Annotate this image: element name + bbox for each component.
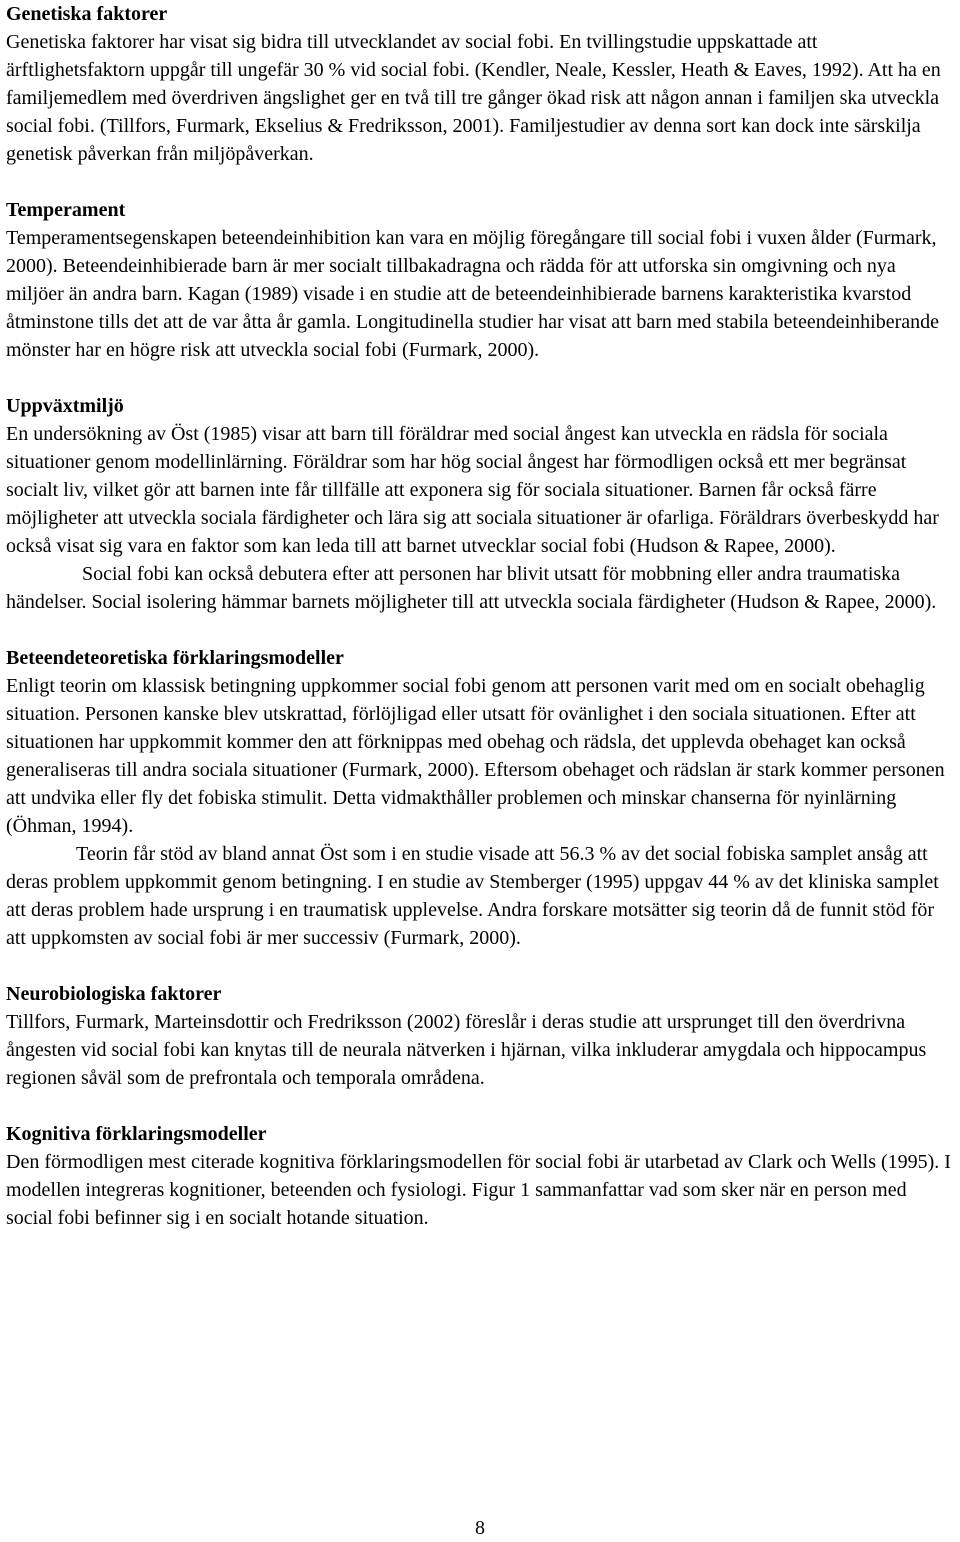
section-paragraph: Den förmodligen mest citerade kognitiva förklaringsmodellen för social fobi är utarbetad av Clark och Wells (1995). I modellen integreras kognitioner, beteenden och fysiologi. Figur 1 sammanfattar vad som sker när en person med social fobi befinner sig i en socialt hotande situation. <box>6 1151 951 1229</box>
section-uppvaxtmiljo <box>6 392 956 616</box>
section-heading: Beteendeteoretiska förklaringsmodeller <box>6 647 344 669</box>
section-genetiska-faktorer <box>6 0 956 168</box>
section-paragraph: Genetiska faktorer har visat sig bidra till utvecklandet av social fobi. En tvillingstudie uppskattade att ärftlighetsfaktorn uppgår till ungefär 30 % vid social fobi. (Kendler, Neale, Kessler, Heath & Eaves, 1992). Att ha en familjemedlem med överdriven ängslighet ger en två till tre gånger ökad risk att någon annan i familjen ska utveckla social fobi. (Tillfors, Furmark, Ekselius & Fredriksson, 2001). Familjestudier av denna sort kan dock inte särskilja genetisk påverkan från miljöpåverkan. <box>6 31 941 165</box>
section-paragraph: Temperamentsegenskapen beteendeinhibition kan vara en möjlig föregångare till social fobi i vuxen ålder (Furmark, 2000). Beteendeinhibierade barn är mer socialt tillbakadragna och rädda för att utforska sin omgivning och nya miljöer än andra barn. Kagan (1989) visade i en studie att de beteendeinhibierade barnens karakteristika kvarstod åtminstone tills det att de var åtta år gamla. Longitudinella studier har visat att barn med stabila beteendeinhiberande mönster har en högre risk att utveckla social fobi (Furmark, 2000). <box>6 227 940 361</box>
section-heading: Neurobiologiska faktorer <box>6 983 222 1005</box>
page-number: 8 <box>475 1517 485 1539</box>
document-page <box>6 0 956 1232</box>
section-paragraph: En undersökning av Öst (1985) visar att barn till föräldrar med social ångest kan utveckla en rädsla för sociala situationer genom modellinlärning. Föräldrar som har hög social ångest har förmodligen också ett mer begränsat socialt liv, vilket gör att barnen inte får tillfälle att exponera sig för sociala situationer. Barnen får också färre möjligheter att utveckla sociala färdigheter och lära sig att sociala situationer är ofarliga. Föräldrars överbeskydd har också visat sig vara en faktor som kan leda till att barnet utvecklar social fobi (Hudson & Rapee, 2000). <box>6 423 939 557</box>
section-heading: Kognitiva förklaringsmodeller <box>6 1123 267 1145</box>
section-heading: Genetiska faktorer <box>6 3 168 25</box>
section-paragraph: Social fobi kan också debutera efter att personen har blivit utsatt för mobbning eller andra traumatiska händelser. Social isolering hämmar barnets möjligheter till att utveckla sociala färdigheter (Hudson & Rapee, 2000). <box>6 563 937 613</box>
section-temperament <box>6 196 956 364</box>
section-heading: Uppväxtmiljö <box>6 395 124 417</box>
section-kognitiva <box>6 1120 956 1232</box>
section-neurobiologiska <box>6 980 956 1092</box>
section-paragraph: Enligt teorin om klassisk betingning uppkommer social fobi genom att personen varit med om en socialt obehaglig situation. Personen kanske blev utskrattad, förlöjligad eller utsatt för ovänlighet i den sociala situationen. Efter att situationen har uppkommit kommer den att förknippas med obehag och rädsla, det upplevda obehaget kan också generaliseras till andra sociala situationer (Furmark, 2000). Eftersom obehaget och rädslan är stark kommer personen att undvika eller fly det fobiska stimulit. Detta vidmakthåller problemen och minskar chanserna för nyinlärning (Öhman, 1994). <box>6 675 945 837</box>
section-paragraph: Teorin får stöd av bland annat Öst som i en studie visade att 56.3 % av det social fobiska samplet ansåg att deras problem uppkommit genom betingning. I en studie av Stemberger (1995) uppgav 44 % av det kliniska samplet att deras problem hade ursprung i en traumatisk upplevelse. Andra forskare motsätter sig teorin då de funnit stöd för att uppkomsten av social fobi är mer successiv (Furmark, 2000). <box>6 843 939 949</box>
section-paragraph: Tillfors, Furmark, Marteinsdottir och Fredriksson (2002) föreslår i deras studie att ursprunget till den överdrivna ångesten vid social fobi kan knytas till de neurala nätverken i hjärnan, vilka inkluderar amygdala och hippocampus regionen såväl som de prefrontala och temporala områdena. <box>6 1011 927 1089</box>
section-heading: Temperament <box>6 199 126 221</box>
section-beteendeteoretiska <box>6 644 956 952</box>
